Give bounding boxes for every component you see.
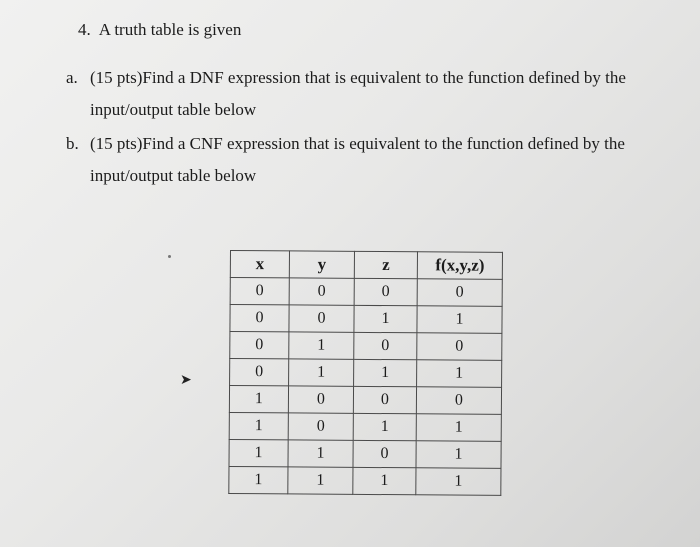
table-row [229,466,501,495]
table-row [230,359,502,388]
pen-dot-mark [168,255,171,258]
cell-x: 1 [229,412,288,439]
question-title-text: A truth table is given [98,20,242,39]
table-row [229,439,501,468]
cell-y: 0 [289,305,354,332]
cell-y: 1 [289,359,354,386]
cell-y: 1 [288,467,353,494]
cell-y: 0 [288,413,353,440]
cell-f: 1 [416,468,501,496]
cell-f: 1 [416,441,501,469]
table-row [229,386,501,415]
header-z: z [354,251,417,278]
cell-x: 0 [230,332,289,359]
cell-f: 1 [416,414,501,442]
part-a-text: (15 pts)Find a DNF expression that is equivalent to the function defined by the input/output table below [90,68,626,119]
cell-x: 0 [230,278,289,305]
table-row [229,412,501,441]
header-x: x [230,251,289,278]
truth-table [228,250,503,496]
part-a [66,62,686,132]
cell-f: 0 [417,333,502,361]
cell-z: 0 [353,440,416,467]
cell-z: 0 [353,386,416,413]
cell-f: 0 [416,387,501,415]
cell-z: 1 [353,413,416,440]
cell-y: 0 [289,278,354,305]
cell-x: 1 [229,466,288,493]
cell-y: 0 [288,386,353,413]
part-b-text: (15 pts)Find a CNF expression that is equivalent to the function defined by the input/output table below [90,134,625,185]
cell-z: 1 [354,359,417,386]
cell-f: 1 [417,306,502,334]
arrow-cursor-icon: ➤ [180,372,192,388]
cell-x: 1 [229,439,288,466]
truth-table-body [229,278,503,496]
cell-x: 0 [230,359,289,386]
cell-z: 1 [353,467,416,494]
part-b [66,128,686,198]
cell-f: 1 [417,360,502,388]
cell-x: 1 [229,386,288,413]
question-title [78,20,241,40]
cell-z: 0 [354,332,417,359]
part-b-label: b. [66,134,79,153]
truth-table-header-row [230,251,502,280]
question-number: 4. [78,20,91,39]
cell-y: 1 [288,440,353,467]
table-row [230,278,502,307]
header-y: y [289,251,354,278]
table-row [230,332,502,361]
cell-z: 1 [354,305,417,332]
cell-f: 0 [417,279,502,307]
header-f: f(x,y,z) [417,252,502,280]
cell-z: 0 [354,278,417,305]
table-row [230,305,502,334]
cell-x: 0 [230,305,289,332]
part-a-label: a. [66,68,78,87]
cell-y: 1 [289,332,354,359]
